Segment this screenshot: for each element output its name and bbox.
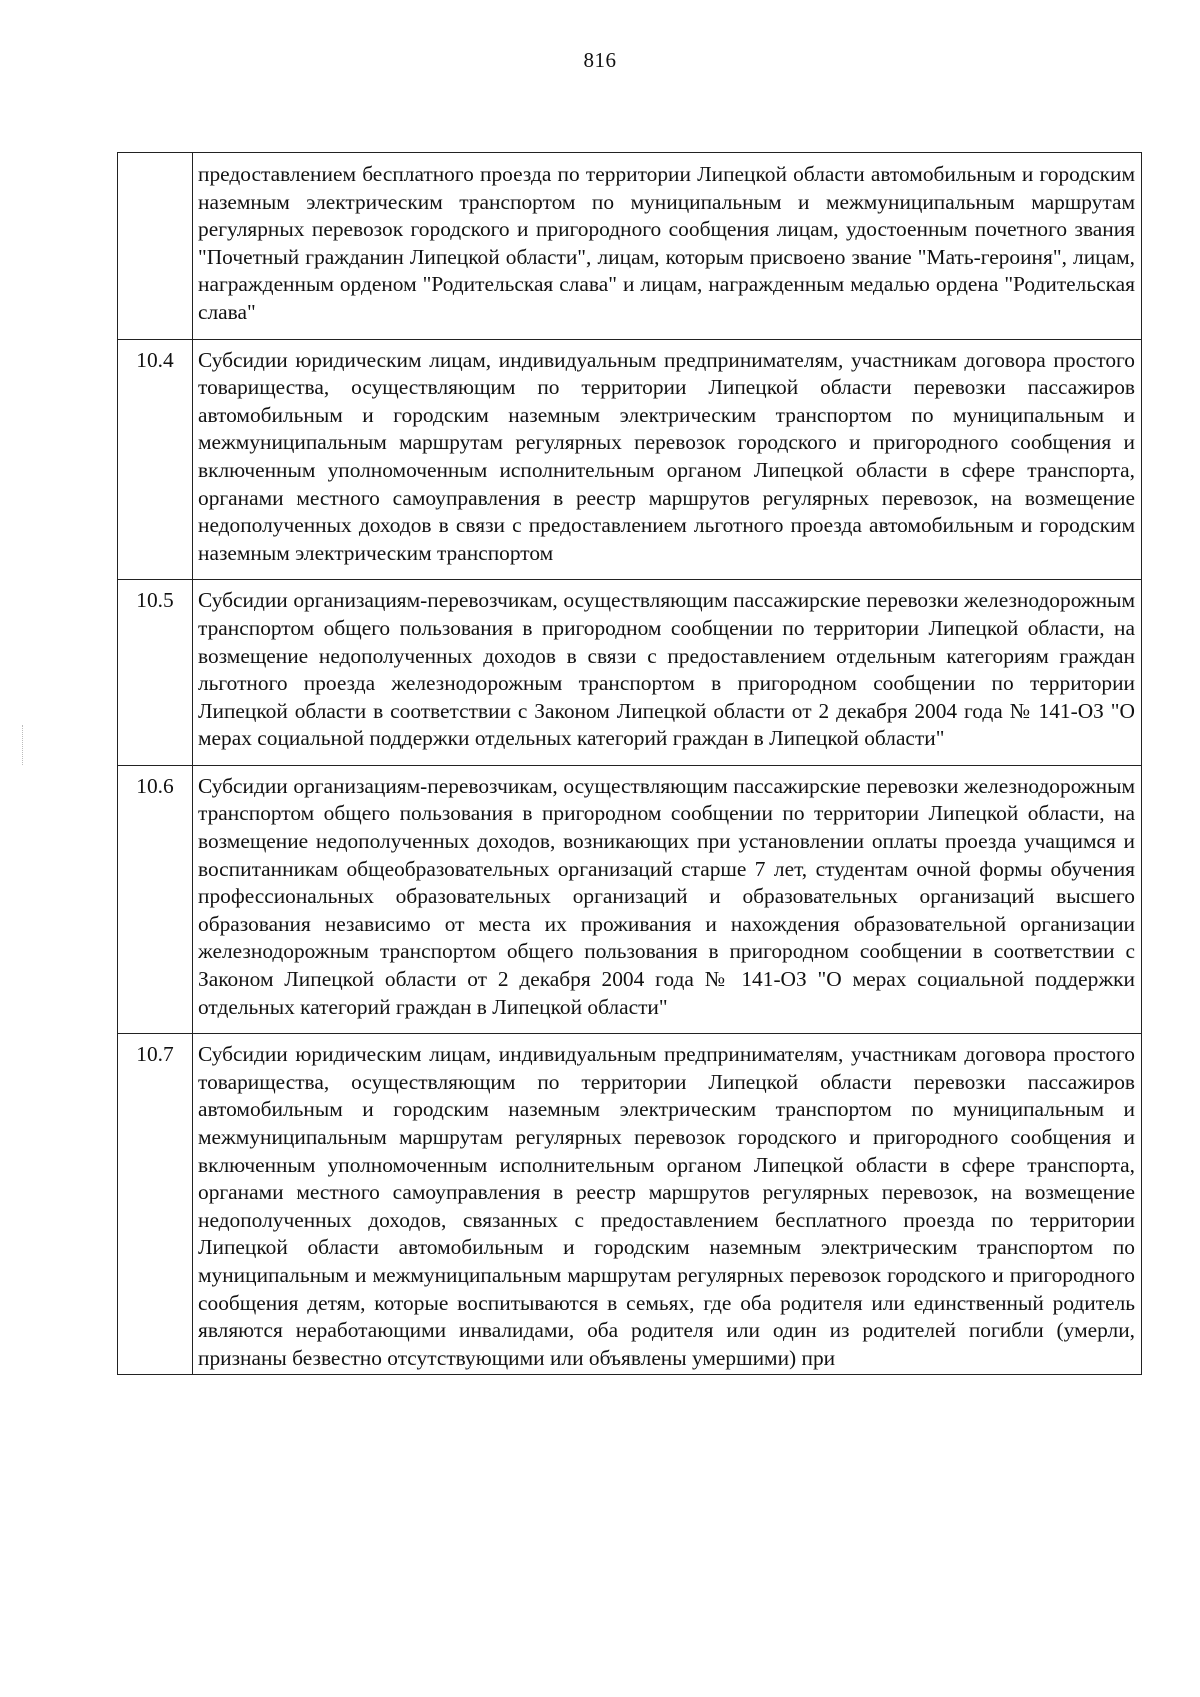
- row-number-cell: [118, 153, 193, 340]
- row-number-cell: 10.6: [118, 765, 193, 1033]
- table-row: [118, 153, 1142, 340]
- scan-margin-mark: [22, 725, 24, 765]
- row-text-cell: Субсидии организациям-перевозчикам, осуществляющим пассажирские перевозки железнодорожным транспортом общего пользования в пригородном сообщении по территории Липецкой области, на возмещение недополученных доходов в связи с предоставлением отдельным категориям граждан льготного проезда железнодорожным транспортом в пригородном сообщении по территории Липецкой области в соответствии с Законом Липецкой области от 2 декабря 2004 года № 141-ОЗ "О мерах социальной поддержки отдельных категорий граждан в Липецкой области": [193, 580, 1142, 766]
- row-number-cell: 10.5: [118, 580, 193, 766]
- table-row: [118, 339, 1142, 580]
- subsidy-table: [117, 152, 1142, 1375]
- page-number: 816: [583, 48, 617, 72]
- row-text-cell: предоставлением бесплатного проезда по территории Липецкой области автомобильным и городским наземным электрическим транспортом по муниципальным и межмуниципальным маршрутам регулярных перевозок городского и пригородного сообщения лицам, удостоенным почетного звания "Почетный гражданин Липецкой области", лицам, которым присвоено звание "Мать-героиня", лицам, награжденным орденом "Родительская слава" и лицам, награжденным медалью ордена "Родительская слава": [193, 153, 1142, 340]
- table-row: [118, 1034, 1142, 1375]
- row-text-cell: Субсидии юридическим лицам, индивидуальным предпринимателям, участникам договора простого товарищества, осуществляющим по территории Липецкой области перевозки пассажиров автомобильным и городским наземным электрическим транспортом по муниципальным и межмуниципальным маршрутам регулярных перевозок городского и пригородного сообщения и включенным уполномоченным исполнительным органом Липецкой области в сфере транспорта, органами местного самоуправления в реестр маршрутов регулярных перевозок, на возмещение недополученных доходов в связи с предоставлением льготного проезда автомобильным и городским наземным электрическим транспортом: [193, 339, 1142, 580]
- row-number-cell: 10.7: [118, 1034, 193, 1375]
- row-text-cell: Субсидии юридическим лицам, индивидуальным предпринимателям, участникам договора простого товарищества, осуществляющим по территории Липецкой области перевозки пассажиров автомобильным и городским наземным электрическим транспортом по муниципальным и межмуниципальным маршрутам регулярных перевозок городского и пригородного сообщения и включенным уполномоченным исполнительным органом Липецкой области в сфере транспорта, органами местного самоуправления в реестр маршрутов регулярных перевозок, на возмещение недополученных доходов, связанных с предоставлением бесплатного проезда по территории Липецкой области автомобильным и городским наземным электрическим транспортом по муниципальным и межмуниципальным маршрутам регулярных перевозок городского и пригородного сообщения детям, которые воспитываются в семьях, где оба родителя или единственный родитель являются неработающими инвалидами, оба родителя или один из родителей погибли (умерли, признаны безвестно отсутствующими или объявлены умершими) при: [193, 1034, 1142, 1375]
- table-row: [118, 580, 1142, 766]
- row-text-cell: Субсидии организациям-перевозчикам, осуществляющим пассажирские перевозки железнодорожным транспортом общего пользования в пригородном сообщении по территории Липецкой области, на возмещение недополученных доходов, возникающих при установлении оплаты проезда учащимся и воспитанникам общеобразовательных организаций старше 7 лет, студентам очной формы обучения профессиональных образовательных организаций и образовательных организаций высшего образования независимо от места их проживания и нахождения образовательной организации железнодорожным транспортом общего пользования в пригородном сообщении в соответствии с Законом Липецкой области от 2 декабря 2004 года № 141-ОЗ "О мерах социальной поддержки отдельных категорий граждан в Липецкой области": [193, 765, 1142, 1033]
- table-row: [118, 765, 1142, 1033]
- row-number-cell: 10.4: [118, 339, 193, 580]
